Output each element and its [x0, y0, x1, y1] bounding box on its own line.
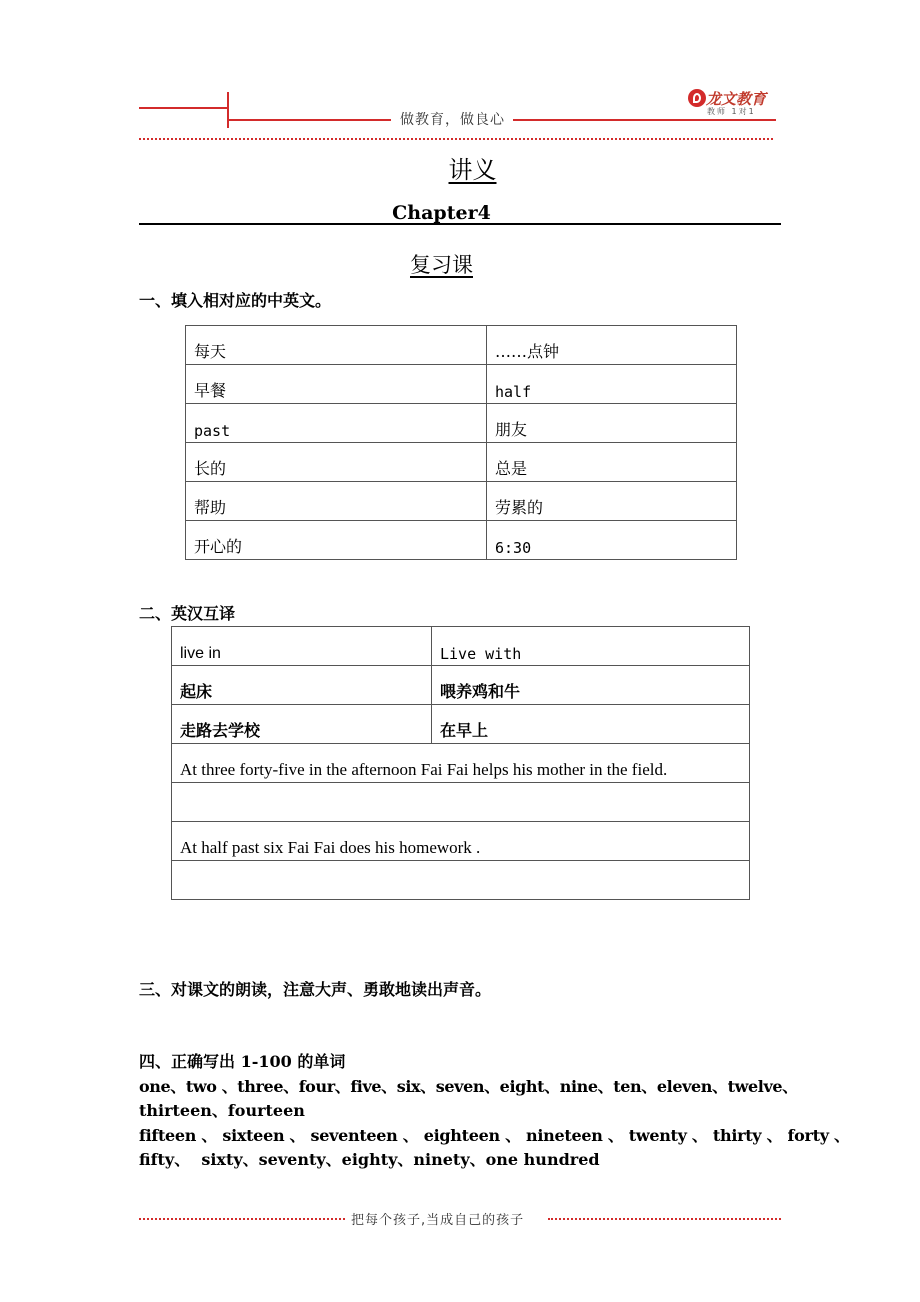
footer-dotted-rule-left — [139, 1218, 345, 1220]
table-row — [172, 822, 750, 861]
number-words-line: fifty、 sixty、seventy、eighty、ninety、one hundred — [139, 1150, 600, 1169]
number-words-line: one、two 、three、four、five、six、seven、eight、nine、ten、eleven、twelve、 — [139, 1077, 798, 1096]
section3-heading: 三、对课文的朗读，注意大声、勇敢地读出声音。 — [139, 980, 492, 999]
table-row — [172, 705, 750, 744]
logo-name: 龙文教育 — [706, 90, 767, 108]
translation-cell: 起床 — [172, 666, 432, 705]
vocab-cell: ……点钟 — [487, 326, 737, 365]
translation-table — [171, 626, 750, 900]
table-row — [186, 482, 737, 521]
chapter-heading: Chapter4 — [392, 202, 491, 224]
sentence-cell: At half past six Fai Fai does his homework . — [172, 822, 750, 861]
header-tick — [227, 92, 229, 128]
section2-heading: 二、英汉互译 — [139, 604, 236, 623]
vocab-cell: 朋友 — [487, 404, 737, 443]
section1-heading: 一、填入相对应的中英文。 — [139, 291, 332, 310]
footer-slogan: 把每个孩子,当成自己的孩子 — [351, 1213, 525, 1228]
table-row — [186, 443, 737, 482]
table-row — [186, 326, 737, 365]
vocab-cell: 总是 — [487, 443, 737, 482]
table-row — [186, 404, 737, 443]
vocab-cell: 劳累的 — [487, 482, 737, 521]
table-row — [172, 861, 750, 900]
answer-blank-cell — [172, 861, 750, 900]
logo-icon — [688, 89, 706, 107]
answer-blank-cell — [172, 783, 750, 822]
logo-sub: 教师 1对1 — [707, 107, 756, 116]
translation-cell: 走路去学校 — [172, 705, 432, 744]
translation-cell: 喂养鸡和牛 — [432, 666, 750, 705]
vocab-table — [185, 325, 737, 560]
translation-cell: Live with — [432, 627, 750, 666]
table-row — [172, 783, 750, 822]
vocab-cell: 帮助 — [186, 482, 487, 521]
vocab-cell: 长的 — [186, 443, 487, 482]
vocab-cell: half — [487, 365, 737, 404]
page-title: 讲义 — [448, 156, 497, 184]
sentence-cell: At three forty-five in the afternoon Fai Fai helps his mother in the field. — [172, 744, 750, 783]
vocab-cell: 每天 — [186, 326, 487, 365]
vocab-cell: 早餐 — [186, 365, 487, 404]
number-words-line: fifteen 、 sixteen 、 seventeen 、 eighteen 、 nineteen 、 twenty 、 thirty 、 forty 、 — [139, 1126, 850, 1145]
table-row — [172, 666, 750, 705]
header-rule-left — [139, 107, 227, 109]
footer-dotted-rule-right — [548, 1218, 781, 1220]
table-row — [172, 744, 750, 783]
header-rule-right — [513, 119, 776, 121]
translation-cell: 在早上 — [432, 705, 750, 744]
lesson-subtitle: 复习课 — [410, 253, 473, 277]
header-slogan: 做教育，做良心 — [400, 112, 505, 128]
header-rule-mid — [229, 119, 391, 121]
table-row — [186, 365, 737, 404]
table-row — [172, 627, 750, 666]
vocab-cell: 开心的 — [186, 521, 487, 560]
vocab-cell: 6:30 — [487, 521, 737, 560]
header-dotted-rule — [139, 138, 773, 140]
vocab-cell: past — [186, 404, 487, 443]
translation-cell: live in — [172, 627, 432, 666]
section4-heading: 四、正确写出 1-100 的单词 — [139, 1052, 346, 1071]
chapter-rule — [139, 223, 781, 225]
table-row — [186, 521, 737, 560]
number-words-line: thirteen、fourteen — [139, 1101, 305, 1120]
